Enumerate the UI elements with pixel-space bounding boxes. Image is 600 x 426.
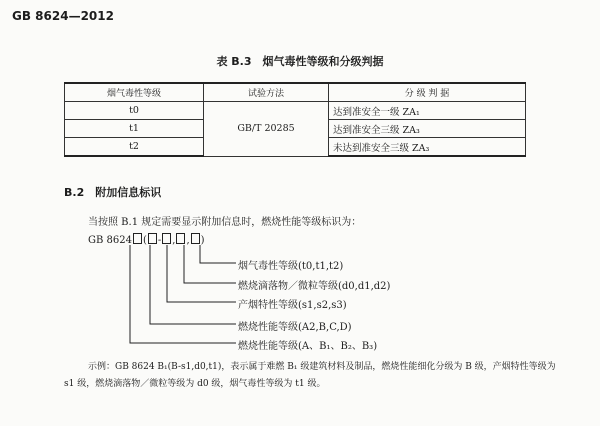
code-prefix: GB 8624 — [88, 235, 132, 246]
code-dash: - — [157, 235, 162, 246]
label-class-abc: 燃烧性能等级(A2,B,C,D) — [238, 322, 352, 333]
standard-number-header: GB 8624—2012 — [12, 9, 114, 23]
code-open-paren: ( — [142, 235, 147, 246]
method-cell: GB/T 20285 — [204, 102, 329, 157]
column-header-criterion: 分 级 判 据 — [329, 83, 526, 102]
grade-cell: t1 — [65, 120, 204, 138]
criterion-cell: 达到准安全一级 ZA₁ — [329, 102, 526, 120]
column-header-grade: 烟气毒性等级 — [65, 83, 204, 102]
grade-cell: t2 — [65, 138, 204, 157]
example-line-2: s1 级，燃烧滴落物／微粒等级为 d0 级，烟气毒性等级为 t1 级。 — [64, 379, 326, 389]
label-smoke: 产烟特性等级(s1,s2,s3) — [238, 300, 347, 311]
intro-paragraph: 当按照 B.1 规定需要显示附加信息时，燃烧性能等级标识为： — [88, 217, 362, 228]
label-toxicity: 烟气毒性等级(t0,t1,t2) — [238, 261, 344, 272]
code-comma-1: , — [172, 235, 176, 246]
table-caption: 表 B.3 烟气毒性等级和分级判据 — [216, 55, 384, 68]
label-class-all: 燃烧性能等级(A、B₁、B₂、B₃) — [238, 341, 378, 352]
column-header-method: 试验方法 — [204, 83, 329, 102]
code-close-paren: ) — [200, 235, 205, 246]
grade-cell: t0 — [65, 102, 204, 120]
label-droplets: 燃烧滴落物／微粒等级(d0,d1,d2) — [238, 281, 391, 292]
criterion-cell: 未达到准安全三级 ZA₃ — [329, 138, 526, 157]
section-heading: B.2 附加信息标识 — [64, 186, 162, 199]
example-line-1: 示例：GB 8624 B₁(B-s1,d0,t1)，表示属于难燃 B₁ 级建筑材料及制品，燃烧性能细化分级为 B 级，产烟特性等级为 — [88, 362, 556, 372]
criterion-cell: 达到准安全三级 ZA₃ — [329, 120, 526, 138]
code-comma-2: , — [186, 235, 190, 246]
